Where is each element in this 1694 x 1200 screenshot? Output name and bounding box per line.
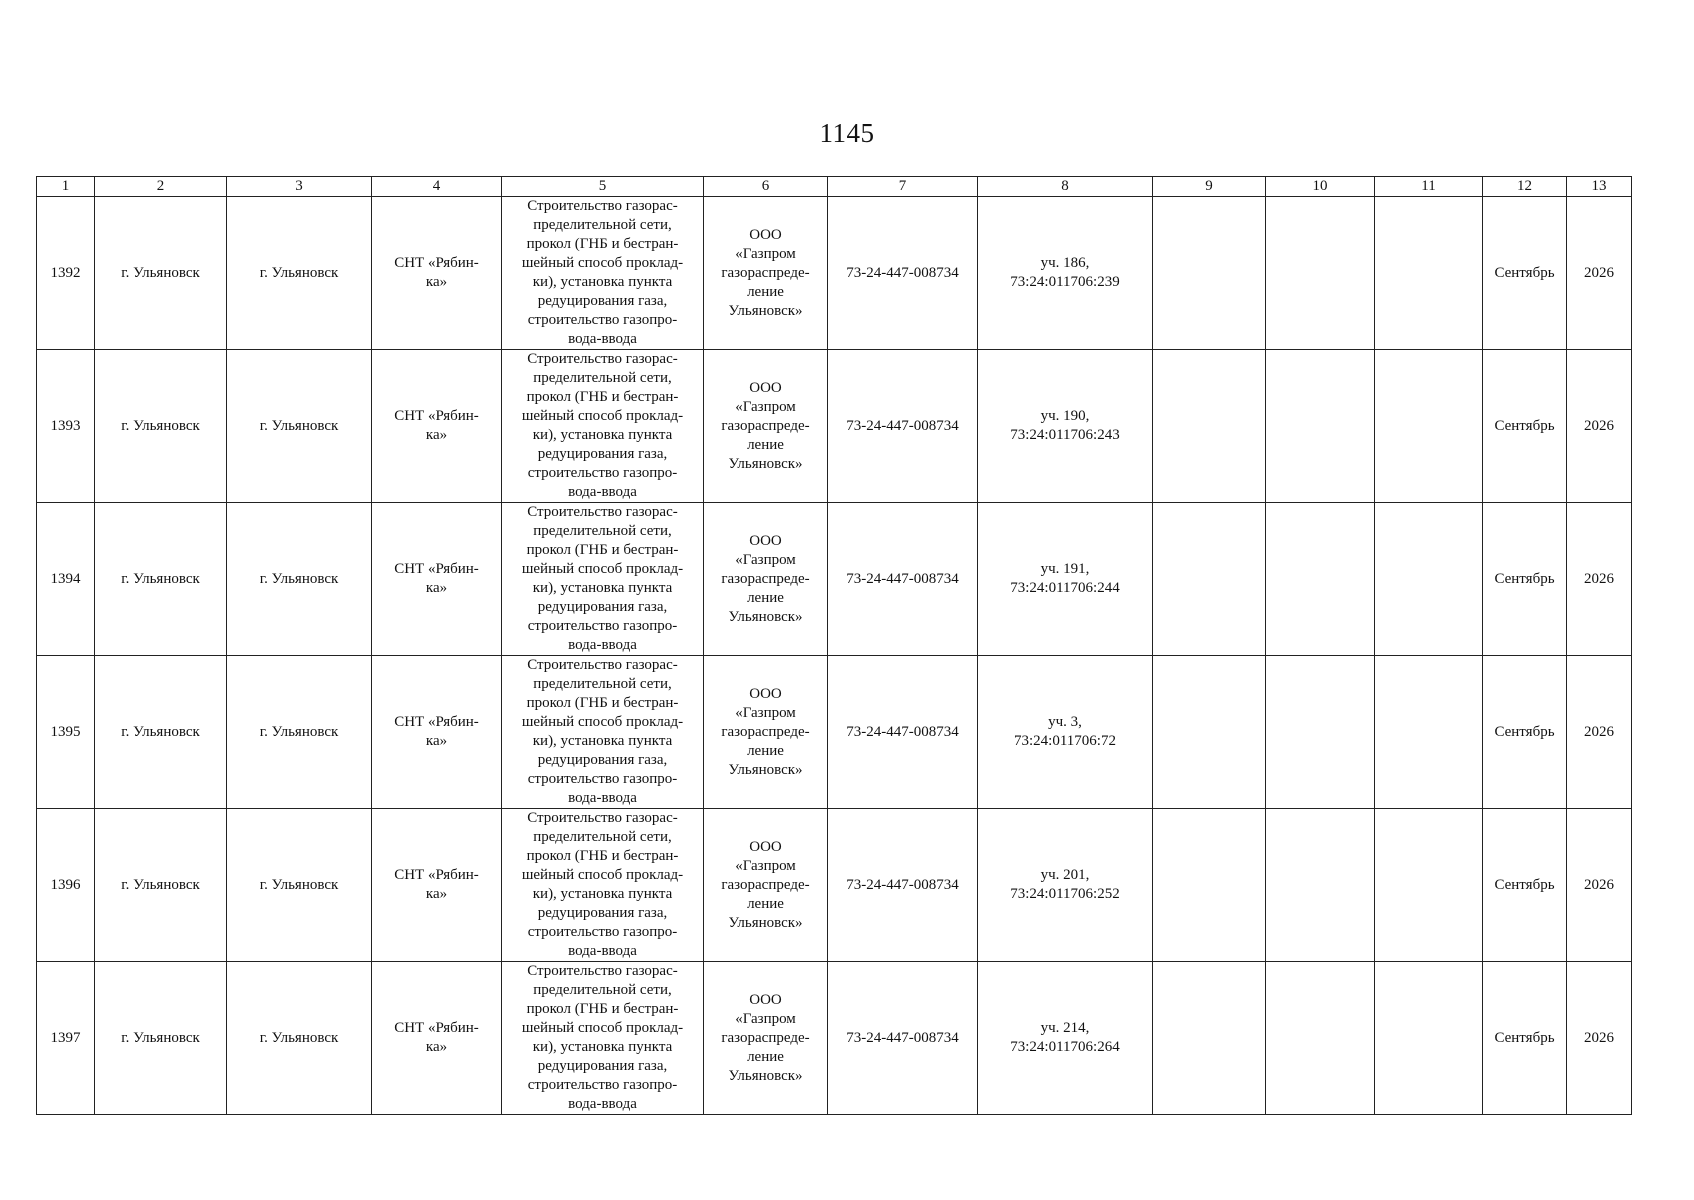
table-row (37, 350, 1632, 503)
empty-cell (1375, 962, 1483, 1115)
table-row (37, 197, 1632, 350)
description-cell: Строительство газорас- пределительной сети, прокол (ГНБ и бестран- шейный способ проклад- ки), установка пункта редуцирования газа, строительство газопро- вода-ввода (502, 809, 704, 962)
row-number-cell: 1396 (37, 809, 95, 962)
column-number: 6 (704, 177, 828, 197)
column-number: 11 (1375, 177, 1483, 197)
table-row (37, 503, 1632, 656)
municipality-cell: г. Ульяновск (95, 350, 227, 503)
organization-cell: ООО «Газпром газораспреде- ление Ульяновск» (704, 503, 828, 656)
organization-cell: ООО «Газпром газораспреде- ление Ульяновск» (704, 197, 828, 350)
municipality-cell: г. Ульяновск (95, 809, 227, 962)
empty-cell (1375, 656, 1483, 809)
description-cell: Строительство газорас- пределительной сети, прокол (ГНБ и бестран- шейный способ проклад- ки), установка пункта редуцирования газа, строительство газопро- вода-ввода (502, 197, 704, 350)
code-cell: 73-24-447-008734 (828, 962, 978, 1115)
empty-cell (1375, 809, 1483, 962)
location-cell: СНТ «Рябин- ка» (372, 656, 502, 809)
plot-cell: уч. 3, 73:24:011706:72 (978, 656, 1153, 809)
table-row (37, 809, 1632, 962)
organization-cell: ООО «Газпром газораспреде- ление Ульяновск» (704, 962, 828, 1115)
settlement-cell: г. Ульяновск (227, 350, 372, 503)
empty-cell (1153, 197, 1266, 350)
year-cell: 2026 (1567, 350, 1632, 503)
municipality-cell: г. Ульяновск (95, 503, 227, 656)
row-number-cell: 1392 (37, 197, 95, 350)
year-cell: 2026 (1567, 197, 1632, 350)
column-number: 10 (1266, 177, 1375, 197)
row-number-cell: 1395 (37, 656, 95, 809)
table-row (37, 656, 1632, 809)
empty-cell (1266, 503, 1375, 656)
description-cell: Строительство газорас- пределительной сети, прокол (ГНБ и бестран- шейный способ проклад- ки), установка пункта редуцирования газа, строительство газопро- вода-ввода (502, 656, 704, 809)
organization-cell: ООО «Газпром газораспреде- ление Ульяновск» (704, 809, 828, 962)
settlement-cell: г. Ульяновск (227, 197, 372, 350)
register-table (36, 176, 1632, 1115)
column-number: 5 (502, 177, 704, 197)
empty-cell (1266, 350, 1375, 503)
plot-cell: уч. 214, 73:24:011706:264 (978, 962, 1153, 1115)
column-number: 2 (95, 177, 227, 197)
month-cell: Сентябрь (1483, 197, 1567, 350)
empty-cell (1153, 962, 1266, 1115)
location-cell: СНТ «Рябин- ка» (372, 503, 502, 656)
description-cell: Строительство газорас- пределительной сети, прокол (ГНБ и бестран- шейный способ проклад- ки), установка пункта редуцирования газа, строительство газопро- вода-ввода (502, 503, 704, 656)
plot-cell: уч. 190, 73:24:011706:243 (978, 350, 1153, 503)
municipality-cell: г. Ульяновск (95, 197, 227, 350)
location-cell: СНТ «Рябин- ка» (372, 962, 502, 1115)
year-cell: 2026 (1567, 503, 1632, 656)
column-number: 8 (978, 177, 1153, 197)
description-cell: Строительство газорас- пределительной сети, прокол (ГНБ и бестран- шейный способ проклад- ки), установка пункта редуцирования газа, строительство газопро- вода-ввода (502, 962, 704, 1115)
location-cell: СНТ «Рябин- ка» (372, 809, 502, 962)
organization-cell: ООО «Газпром газораспреде- ление Ульяновск» (704, 656, 828, 809)
empty-cell (1266, 197, 1375, 350)
empty-cell (1153, 350, 1266, 503)
empty-cell (1266, 809, 1375, 962)
plot-cell: уч. 186, 73:24:011706:239 (978, 197, 1153, 350)
location-cell: СНТ «Рябин- ка» (372, 197, 502, 350)
month-cell: Сентябрь (1483, 656, 1567, 809)
month-cell: Сентябрь (1483, 350, 1567, 503)
description-cell: Строительство газорас- пределительной сети, прокол (ГНБ и бестран- шейный способ проклад- ки), установка пункта редуцирования газа, строительство газопро- вода-ввода (502, 350, 704, 503)
column-number: 12 (1483, 177, 1567, 197)
municipality-cell: г. Ульяновск (95, 962, 227, 1115)
empty-cell (1375, 503, 1483, 656)
row-number-cell: 1393 (37, 350, 95, 503)
column-number: 7 (828, 177, 978, 197)
month-cell: Сентябрь (1483, 809, 1567, 962)
empty-cell (1266, 656, 1375, 809)
column-number: 4 (372, 177, 502, 197)
page-number: 1145 (819, 118, 875, 148)
code-cell: 73-24-447-008734 (828, 350, 978, 503)
column-number: 13 (1567, 177, 1632, 197)
empty-cell (1153, 809, 1266, 962)
empty-cell (1375, 350, 1483, 503)
empty-cell (1375, 197, 1483, 350)
plot-cell: уч. 201, 73:24:011706:252 (978, 809, 1153, 962)
column-number: 3 (227, 177, 372, 197)
row-number-cell: 1394 (37, 503, 95, 656)
row-number-cell: 1397 (37, 962, 95, 1115)
code-cell: 73-24-447-008734 (828, 197, 978, 350)
organization-cell: ООО «Газпром газораспреде- ление Ульяновск» (704, 350, 828, 503)
column-number-row (37, 177, 1632, 197)
empty-cell (1153, 503, 1266, 656)
settlement-cell: г. Ульяновск (227, 503, 372, 656)
code-cell: 73-24-447-008734 (828, 809, 978, 962)
column-number: 9 (1153, 177, 1266, 197)
column-number: 1 (37, 177, 95, 197)
plot-cell: уч. 191, 73:24:011706:244 (978, 503, 1153, 656)
empty-cell (1266, 962, 1375, 1115)
settlement-cell: г. Ульяновск (227, 809, 372, 962)
municipality-cell: г. Ульяновск (95, 656, 227, 809)
code-cell: 73-24-447-008734 (828, 503, 978, 656)
code-cell: 73-24-447-008734 (828, 656, 978, 809)
year-cell: 2026 (1567, 962, 1632, 1115)
settlement-cell: г. Ульяновск (227, 962, 372, 1115)
year-cell: 2026 (1567, 656, 1632, 809)
location-cell: СНТ «Рябин- ка» (372, 350, 502, 503)
empty-cell (1153, 656, 1266, 809)
settlement-cell: г. Ульяновск (227, 656, 372, 809)
table-row (37, 962, 1632, 1115)
month-cell: Сентябрь (1483, 503, 1567, 656)
year-cell: 2026 (1567, 809, 1632, 962)
month-cell: Сентябрь (1483, 962, 1567, 1115)
